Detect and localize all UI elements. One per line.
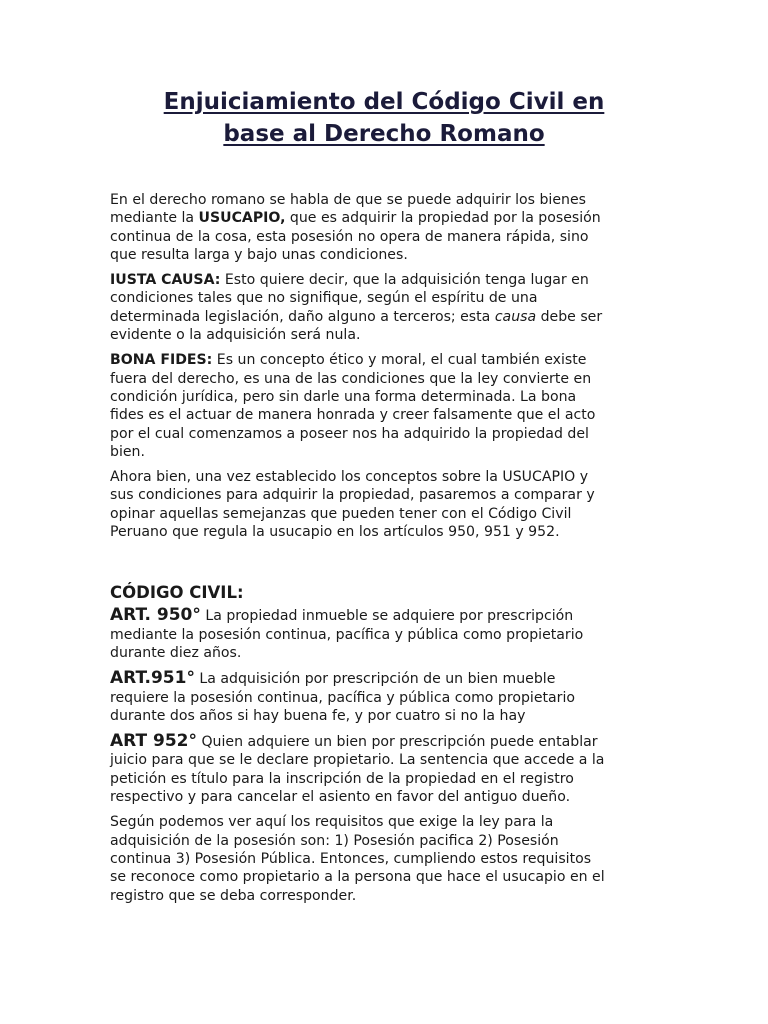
art952-text: Quien adquiere un bien por prescripción puede entablar [196,734,598,751]
intro-line: En el derecho romano se habla de que se puede adquirir los bienes [110,192,586,208]
bona-line: fuera del derecho, es una de las condiciones que la ley convierte en [110,370,592,387]
art952-line: respectivo y para cancelar el asiento en favor del antiguo dueño. [110,789,571,806]
iusta-causa-paragraph [110,271,658,344]
iusta-line [110,271,658,289]
iusta-causa-term: IUSTA CAUSA: [110,272,221,289]
art950-line [110,606,658,625]
conclusion-line: registro que se deba corresponder. [110,887,357,904]
bona-line: condición jurídica, pero sin darle una forma determinada. La bona [110,388,577,405]
title-line-2: base al Derecho Romano [223,121,545,147]
art951-line [110,669,658,688]
causa-term: causa [494,308,537,325]
section-heading: CÓDIGO CIVIL: [110,583,244,603]
art952-line [110,732,658,751]
conclusion-line: continua 3) Posesión Pública. Entonces, cumpliendo estos requisitos [110,850,592,867]
bona-line: por el cual comenzamos a poseer nos ha adquirido la propiedad del [110,425,589,442]
ahora-line: sus condiciones para adquirir la propiedad, pasaremos a comparar y [110,487,595,504]
usucapio-term: USUCAPIO, [198,210,286,227]
intro-text: que es adquirir la propiedad por la posesión [285,210,601,227]
conclusion-line: se reconoce como propietario a la persona que hace el usucapio en el [110,869,605,886]
ahora-paragraph [110,468,658,541]
iusta-line: evidente o la adquisición será nula. [110,327,361,344]
intro-text: mediante la [110,210,199,227]
article-label: ART. 950° [110,605,201,626]
art952-line: petición es título para la inscripción de la propiedad en el registro [110,770,574,787]
art950-text: La propiedad inmueble se adquiere por prescripción [200,608,574,625]
bona-line: fides es el actuar de manera honrada y creer falsamente que el acto [110,407,596,424]
ahora-line: Ahora bien, una vez establecido los conceptos sobre la USUCAPIO y [110,469,589,486]
document-page [110,86,658,912]
document-title [100,86,668,150]
bona-fides-paragraph [110,351,658,461]
intro-line [110,209,658,227]
iusta-line [110,308,658,326]
art950-line: mediante la posesión continua, pacífica y pública como propietario [110,626,584,643]
article-label: ART 952° [110,731,197,752]
iusta-line: condiciones tales que no signifique, según el espíritu de una [110,290,538,307]
art951-line: durante dos años si hay buena fe, y por cuatro si no la hay [110,707,526,724]
intro-paragraph [110,191,658,264]
iusta-text: Esto quiere decir, que la adquisición tenga lugar en [220,272,589,289]
conclusion-line: Según podemos ver aquí los requisitos que exige la ley para la [110,814,554,831]
bona-line: bien. [110,443,145,460]
article-952 [110,732,658,806]
title-line-1: Enjuiciamiento del Código Civil en [163,89,605,115]
bona-text: Es un concepto ético y moral, el cual también existe [212,352,587,369]
art951-line: requiere la posesión continua, pacífica y pública como propietario [110,689,575,706]
bona-line [110,351,658,369]
bona-fides-term: BONA FIDES: [110,352,213,369]
art951-text: La adquisición por prescripción de un bien mueble [194,671,556,688]
article-label: ART.951° [110,668,195,689]
art950-line: durante diez años. [110,644,242,661]
conclusion-paragraph [110,813,658,904]
art952-line: juicio para que se le declare propietario. La sentencia que accede a la [110,752,605,769]
ahora-line: Peruano que regula la usucapio en los artículos 950, 951 y 952. [110,524,560,541]
iusta-text: determinada legislación, daño alguno a terceros; esta [110,308,495,325]
conclusion-line: adquisición de la posesión son: 1) Posesión pacifica 2) Posesión [110,832,559,849]
article-950 [110,606,658,662]
ahora-line: opinar aquellas semejanzas que pueden tener con el Código Civil [110,505,572,522]
article-951 [110,669,658,725]
iusta-text: debe ser [536,308,603,325]
intro-line: que resulta larga y bajo unas condiciones. [110,246,408,263]
intro-line: continua de la cosa, esta posesión no opera de manera rápida, sino [110,228,589,245]
